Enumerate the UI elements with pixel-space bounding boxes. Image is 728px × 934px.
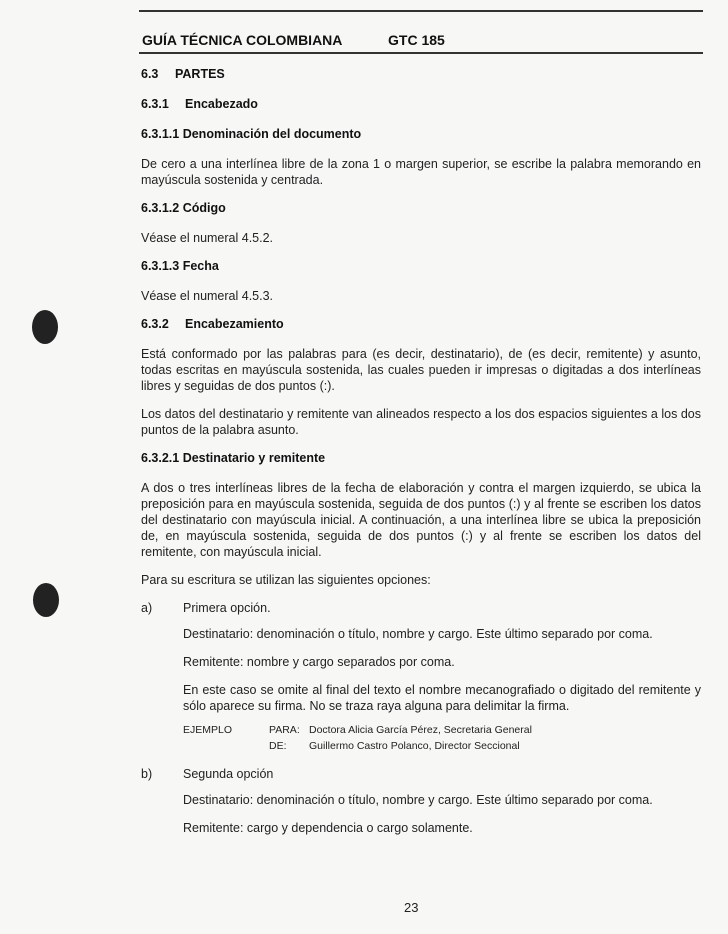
heading-6-3-1-1: 6.3.1.1 Denominación del documento (141, 127, 362, 141)
list-item (141, 766, 701, 782)
paragraph: Véase el numeral 4.5.2. (141, 231, 274, 245)
option-note: En este caso se omite al final del texto el nombre mecanografiado o digitado del remitente y sólo aparece su firma. No se traza raya alguna para delimitar la firma. (183, 683, 701, 713)
heading-6-3-2-1: 6.3.2.1 Destinatario y remitente (141, 451, 326, 465)
options-list (141, 600, 701, 836)
list-item (141, 600, 701, 616)
option-rem: Remitente: cargo y dependencia o cargo solamente. (183, 821, 473, 835)
page-header (142, 32, 445, 48)
heading-number: 6.3.2 (141, 317, 169, 331)
de-label: DE: (269, 740, 287, 752)
page-number: 23 (404, 900, 419, 915)
example-block (183, 722, 701, 754)
para-value: Doctora Alicia García Pérez, Secretaria General (309, 724, 532, 736)
heading-6-3-1-2: 6.3.1.2 Código (141, 201, 226, 215)
example-row (183, 722, 701, 738)
paragraph: Para su escritura se utilizan las siguientes opciones: (141, 573, 431, 587)
heading-number: 6.3.1 (141, 97, 169, 111)
de-value: Guillermo Castro Polanco, Director Seccional (309, 740, 520, 752)
header-code: GTC 185 (388, 32, 445, 48)
heading-6-3-1-3: 6.3.1.3 Fecha (141, 259, 219, 273)
heading-6-3-2 (141, 316, 701, 332)
binder-hole-icon (32, 310, 58, 344)
example-label: EJEMPLO (183, 724, 233, 736)
heading-6-3 (141, 66, 701, 82)
paragraph: Los datos del destinatario y remitente van alineados respecto a los dos espacios siguientes a los dos puntos de la palabra asunto. (141, 407, 701, 437)
heading-title: Encabezamiento (185, 317, 284, 331)
binder-hole-icon (33, 583, 59, 617)
list-item-title: Primera opción. (183, 601, 271, 615)
heading-number: 6.3 (141, 67, 159, 81)
para-label: PARA: (269, 724, 300, 736)
list-marker: a) (141, 601, 153, 615)
paragraph: Véase el numeral 4.5.3. (141, 289, 274, 303)
example-row (183, 738, 701, 754)
option-rem: Remitente: nombre y cargo separados por coma. (183, 655, 455, 669)
option-dest: Destinatario: denominación o título, nombre y cargo. Este último separado por coma. (183, 627, 653, 641)
paragraph: A dos o tres interlíneas libres de la fecha de elaboración y contra el margen izquierdo, se ubica la preposición para en mayúscula sostenida, seguida de dos puntos (:) y al frente se escriben los datos del destinatario con mayúscula inicial. A continuación, a una interlínea libre se ubica la preposición de, en mayúscula sostenida, seguida de dos puntos (:) y al frente se escriben los datos del remitente, con mayúscula inicial. (141, 481, 701, 559)
heading-title: PARTES (175, 67, 225, 81)
heading-6-3-1 (141, 96, 701, 112)
list-marker: b) (141, 767, 153, 781)
heading-title: Encabezado (185, 97, 258, 111)
document-body (141, 66, 701, 848)
paragraph: Está conformado por las palabras para (es decir, destinatario), de (es decir, remitente) y asunto, todas escritas en mayúscula sostenida, las cuales pueden ir impresas o digitadas a dos interlíneas libres y seguidas de dos puntos (:). (141, 347, 701, 393)
option-dest: Destinatario: denominación o título, nombre y cargo. Este último separado por coma. (183, 793, 653, 807)
header-rule (139, 52, 703, 54)
header-title: GUÍA TÉCNICA COLOMBIANA (142, 32, 343, 48)
top-rule (139, 10, 703, 12)
list-item-title: Segunda opción (183, 767, 274, 781)
paragraph: De cero a una interlínea libre de la zona 1 o margen superior, se escribe la palabra memorando en mayúscula sostenida y centrada. (141, 157, 701, 187)
